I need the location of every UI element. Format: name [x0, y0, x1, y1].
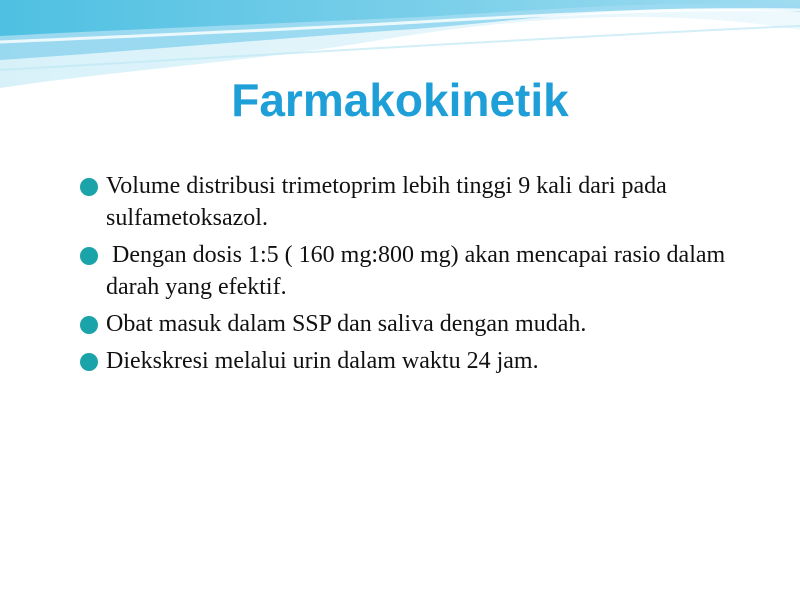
list-item	[80, 239, 760, 303]
list-item	[80, 345, 760, 377]
bullet-list	[80, 170, 760, 382]
bullet-text: Volume distribusi trimetoprim lebih tinggi 9 kali dari pada sulfametoksazol.	[106, 173, 673, 231]
filled-circle-bullet-icon	[80, 316, 98, 334]
slide-title: Farmakokinetik	[231, 74, 569, 126]
bullet-text: Diekskresi melalui urin dalam waktu 24 jam.	[106, 348, 539, 374]
filled-circle-bullet-icon	[80, 247, 98, 265]
list-item	[80, 170, 760, 234]
list-item	[80, 308, 760, 340]
filled-circle-bullet-icon	[80, 178, 98, 196]
bullet-text: Dengan dosis 1:5 ( 160 mg:800 mg) akan mencapai rasio dalam darah yang efektif.	[106, 242, 732, 300]
bullet-text: Obat masuk dalam SSP dan saliva dengan mudah.	[106, 311, 587, 337]
filled-circle-bullet-icon	[80, 353, 98, 371]
